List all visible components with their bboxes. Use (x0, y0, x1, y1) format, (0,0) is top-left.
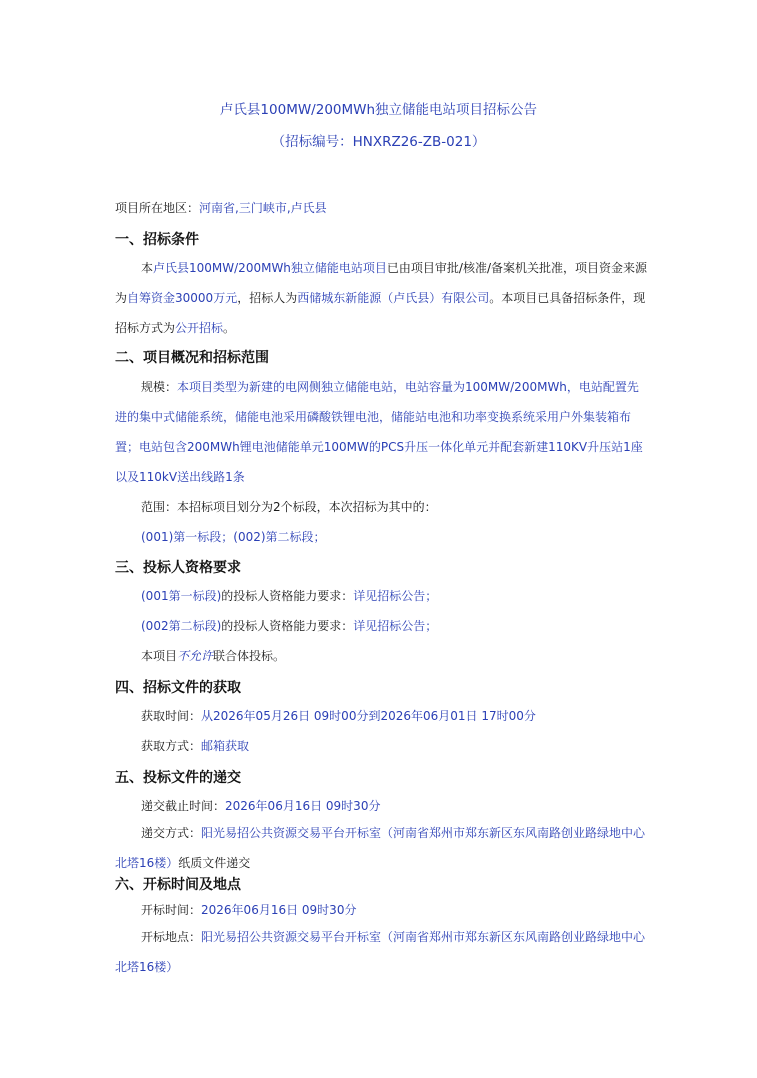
submission-method (115, 818, 649, 878)
acq-method-value: 邮箱获取 (201, 739, 250, 753)
acq-time-value: 从2026年05月26日 09时00分到2026年06月01日 17时00分 (201, 709, 536, 723)
s1-text: 。 (223, 321, 236, 335)
req1-lot: (001第一标段) (141, 589, 222, 603)
req1-text: 的投标人资格能力要求： (221, 589, 354, 603)
sub-method-value: 阳光易招公共资源交易平台开标室（河南省郑州市郑东新区东风南路创业路绿地中心北塔16楼） (115, 826, 646, 870)
opening-place (115, 922, 649, 982)
section-6-heading: 六、开标时间及地点 (115, 877, 241, 893)
opening-time (141, 900, 652, 920)
section-1-body (115, 253, 649, 343)
joint-bid-statement (141, 646, 652, 666)
acq-method-label: 获取方式： (141, 739, 202, 753)
s1-text: 。本项目已具备招标条件，现招标方式为 (115, 291, 646, 335)
req2-text: 的投标人资格能力要求： (221, 619, 354, 633)
tender-code: （招标编号：HNXRZ26-ZB-021） (271, 134, 486, 150)
scale-label: 规模： (141, 380, 178, 394)
scale-text: 本项目类型为新建的电网侧独立储能电站，电站容量为100MW/200MWh，电站配置先进的集中式储能系统，储能电池采用磷酸铁锂电池，储能站电池和功率变换系统采用户外集装箱布置；电站包含200MWh锂电池储能单元100MW的PCS升压一体化单元并配套新建110KV升压站1座以及110kV送出线路1条 (115, 380, 643, 484)
joint-text: 本项目 (141, 649, 178, 663)
deadline-value: 2026年06月16日 09时30分 (225, 799, 381, 813)
requirement-lot-1 (141, 586, 652, 606)
req2-detail: 详见招标公告； (353, 619, 438, 633)
s1-funding: 自筹资金30000万元 (127, 291, 238, 305)
location-label: 项目所在地区： (115, 201, 200, 215)
sub-method-suffix: 纸质文件递交 (178, 856, 251, 870)
s1-project-name: 卢氏县100MW/200MWh独立储能电站项目 (153, 261, 387, 275)
document-title: 卢氏县100MW/200MWh独立储能电站项目招标公告 (219, 102, 538, 118)
req2-lot: (002第二标段) (141, 619, 222, 633)
lots-list: (001)第一标段；(002)第二标段； (141, 530, 326, 544)
sub-method-label: 递交方式： (141, 826, 202, 840)
section-3-heading: 三、投标人资格要求 (115, 560, 241, 576)
s1-text: 已由项目审批/核准/备案机关批准，项目资金来源为 (115, 261, 648, 305)
open-time-label: 开标时间： (141, 903, 202, 917)
s1-tenderer: 西储城东新能源（卢氏县）有限公司 (297, 291, 490, 305)
acquisition-time (141, 706, 652, 726)
joint-text: 联合体投标。 (213, 649, 286, 663)
open-place-value: 阳光易招公共资源交易平台开标室（河南省郑州市郑东新区东风南路创业路绿地中心北塔16楼） (115, 930, 646, 974)
section-4-heading: 四、招标文件的获取 (115, 680, 241, 696)
section-1-heading: 一、招标条件 (115, 232, 199, 248)
open-place-label: 开标地点： (141, 930, 202, 944)
req1-detail: 详见招标公告； (353, 589, 438, 603)
s1-method: 公开招标 (175, 321, 224, 335)
requirement-lot-2 (141, 616, 652, 636)
deadline-label: 递交截止时间： (141, 799, 226, 813)
section-2-heading: 二、项目概况和招标范围 (115, 350, 269, 366)
s1-text: 本 (141, 261, 154, 275)
section-2-scale (115, 372, 649, 492)
acquisition-method (141, 736, 652, 756)
acq-time-label: 获取时间： (141, 709, 202, 723)
section-5-heading: 五、投标文件的递交 (115, 770, 241, 786)
submission-deadline (141, 796, 652, 816)
s1-text: ，招标人为 (237, 291, 298, 305)
location-value: 河南省,三门峡市,卢氏县 (199, 201, 327, 215)
open-time-value: 2026年06月16日 09时30分 (201, 903, 357, 917)
project-location (115, 198, 652, 218)
joint-flag: 不允许 (177, 649, 214, 663)
scope-text: 范围：本招标项目划分为2个标段，本次招标为其中的： (141, 500, 437, 514)
